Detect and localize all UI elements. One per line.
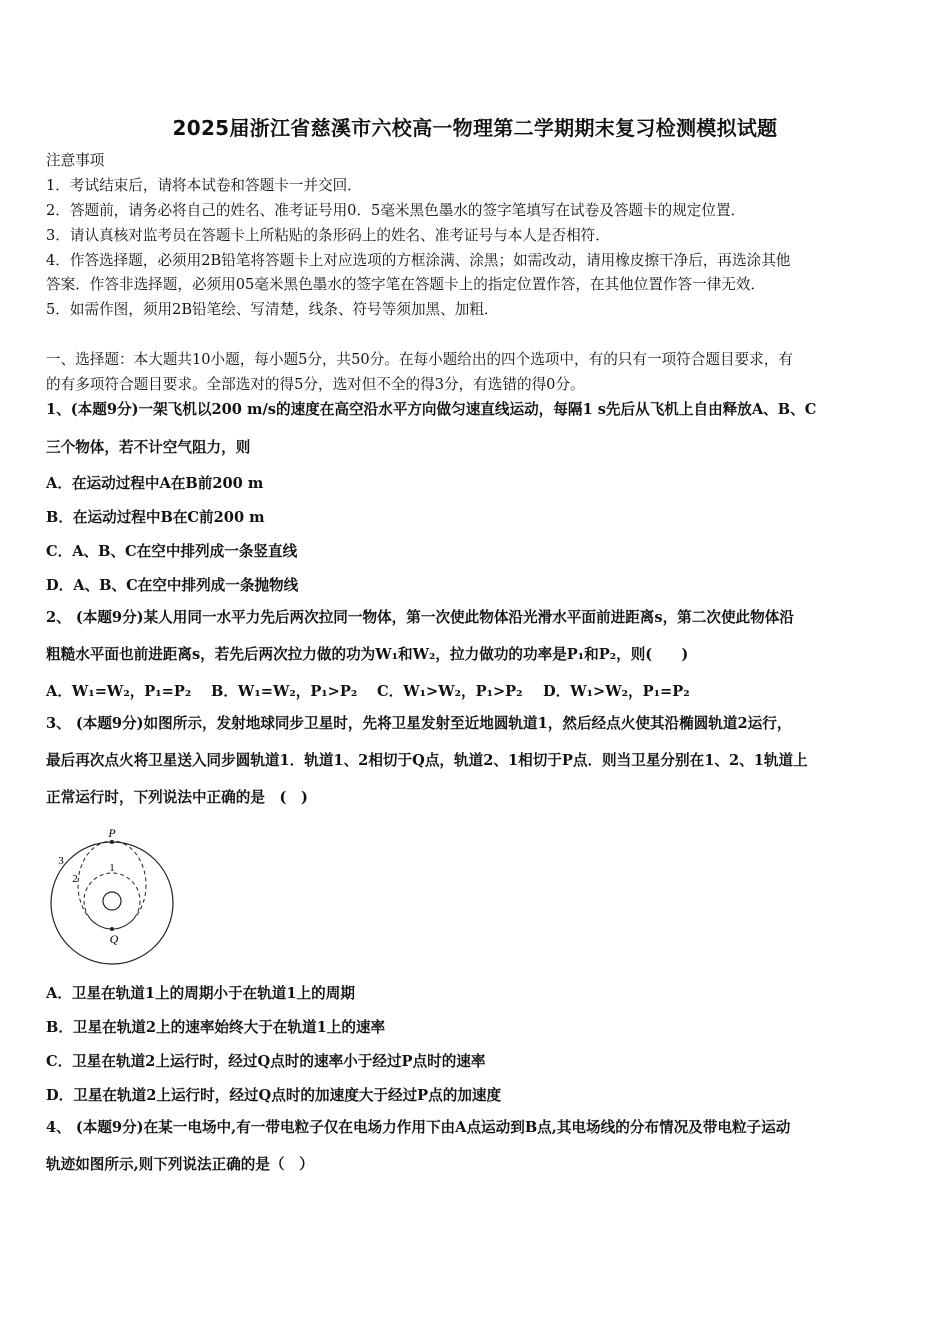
notice-item: 答案．作答非选择题，必须用05毫米黑色墨水的签字笔在答题卡上的指定位置作答，在其他位置作答一律无效． xyxy=(46,276,766,293)
notice-item: 5．如需作图，须用2B铅笔绘、写清楚，线条、符号等须加黑、加粗． xyxy=(46,301,499,318)
question-2-stem: 2、 (本题9分)某人用同一水平力先后两次拉同一物体，第一次使此物体沿光滑水平面前进距离s，第二次使此物体沿 xyxy=(46,609,794,626)
question-3-option-b: B．卫星在轨道2上的速率始终大于在轨道1上的速率 xyxy=(46,1019,386,1036)
question-2-option-d: D．W₁>W₂，P₁=P₂ xyxy=(543,683,690,700)
question-3-stem: 最后再次点火将卫星送入同步圆轨道1．轨道1、2相切于Q点，轨道2、1相切于P点．则当卫星分别在1、2、1轨道上 xyxy=(46,752,808,769)
question-1-stem: 1、(本题9分)一架飞机以200 m/s的速度在高空沿水平方向做匀速直线运动，每隔1 s先后从飞机上自由释放A、B、C xyxy=(46,401,817,418)
question-4-stem: 4、 (本题9分)在某一电场中,有一带电粒子仅在电场力作用下由A点运动到B点,其电场线的分布情况及带电粒子运动 xyxy=(46,1119,791,1136)
question-3-option-a: A．卫星在轨道1上的周期小于在轨道1上的周期 xyxy=(46,985,355,1002)
notice-item: 3．请认真核对监考员在答题卡上所粘贴的条形码上的姓名、准考证号与本人是否相符． xyxy=(46,227,610,244)
question-2-option-c: C．W₁>W₂，P₁>P₂ xyxy=(377,683,523,700)
question-1-option-d: D．A、B、C在空中排列成一条抛物线 xyxy=(46,577,299,594)
question-1-option-b: B．在运动过程中B在C前200 m xyxy=(46,509,265,526)
orbit-diagram xyxy=(46,820,176,965)
question-3-option-d: D．卫星在轨道2上运行时，经过Q点时的加速度大于经过P点的加速度 xyxy=(46,1087,502,1104)
label-p: P xyxy=(108,826,116,840)
point-q xyxy=(110,927,114,931)
page-title: 2025届浙江省慈溪市六校高一物理第二学期期末复习检测模拟试题 xyxy=(172,116,778,140)
section-instructions: 一、选择题：本大题共10小题，每小题5分，共50分。在每小题给出的四个选项中，有的只有一项符合题目要求，有 xyxy=(46,351,793,368)
notice-heading: 注意事项 xyxy=(46,152,105,169)
question-2-option-b: B．W₁=W₂，P₁>P₂ xyxy=(211,683,358,700)
question-2-options xyxy=(46,680,690,701)
question-2-stem: 粗糙水平面也前进距离s，若先后两次拉力做的功为W₁和W₂，拉力做功的功率是P₁和P₂，则( ) xyxy=(46,646,689,663)
label-orbit-2: 2 xyxy=(72,873,78,885)
orbit-1-circle xyxy=(84,873,140,929)
label-q: Q xyxy=(109,932,119,946)
notice-item: 1．考试结束后，请将本试卷和答题卡一并交回． xyxy=(46,177,362,194)
label-orbit-1: 1 xyxy=(109,862,115,874)
question-2-option-a: A．W₁=W₂，P₁=P₂ xyxy=(46,683,192,700)
question-1-option-c: C．A、B、C在空中排列成一条竖直线 xyxy=(46,543,298,560)
notice-item: 2．答题前，请务必将自己的姓名、准考证号用0．5毫米黑色墨水的签字笔填写在试卷及答题卡的规定位置． xyxy=(46,202,746,219)
question-1-stem: 三个物体，若不计空气阻力，则 xyxy=(46,439,251,456)
question-3-option-c: C．卫星在轨道2上运行时，经过Q点时的速率小于经过P点时的速率 xyxy=(46,1053,486,1070)
earth-circle xyxy=(103,892,121,910)
label-orbit-3: 3 xyxy=(58,855,64,867)
question-3-stem: 正常运行时，下列说法中正确的是 ( ) xyxy=(46,789,308,806)
question-4-stem: 轨迹如图所示,则下列说法正确的是（ ） xyxy=(46,1156,314,1173)
point-p xyxy=(110,840,114,844)
section-instructions: 的有多项符合题目要求。全部选对的得5分，选对但不全的得3分，有选错的得0分。 xyxy=(46,376,585,393)
notice-item: 4．作答选择题，必须用2B铅笔将答题卡上对应选项的方框涂满、涂黑；如需改动，请用橡皮擦干净后，再选涂其他 xyxy=(46,252,791,269)
question-3-stem: 3、 (本题9分)如图所示，发射地球同步卫星时，先将卫星发射至近地圆轨道1，然后经点火使其沿椭圆轨道2运行， xyxy=(46,715,792,732)
question-1-option-a: A．在运动过程中A在B前200 m xyxy=(46,475,264,492)
